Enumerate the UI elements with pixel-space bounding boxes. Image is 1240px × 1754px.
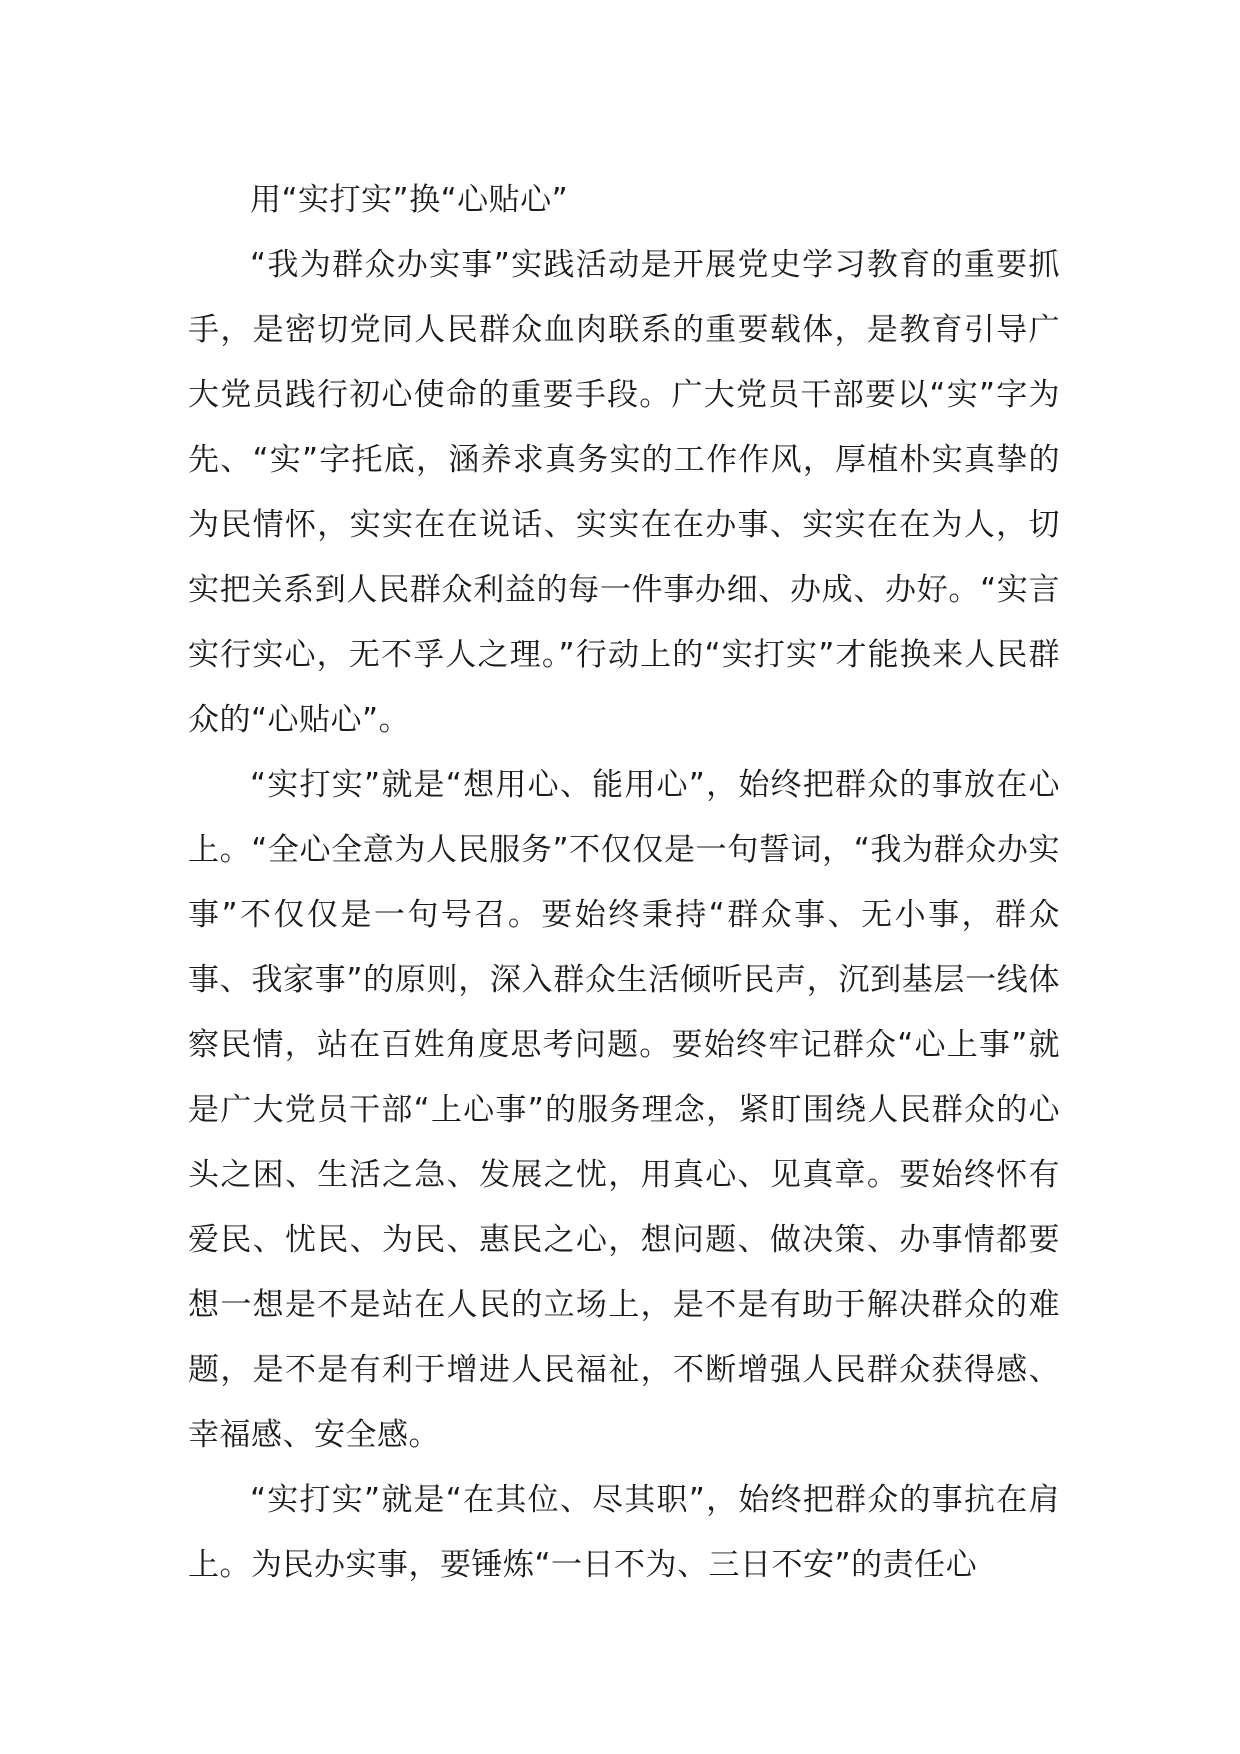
paragraph-2: “实打实”就是“想用心、能用心”，始终把群众的事放在心上。“全心全意为人民服务”不仅仅是一句誓词，“我为群众办实事”不仅仅是一句号召。要始终秉持“群众事、无小事，群众事、我家事”的原则，深入群众生活倾听民声，沉到基层一线体察民情，站在百姓角度思考问题。要始终牢记群众“心上事”就是广大党员干部“上心事”的服务理念，紧盯围绕人民群众的心头之困、生活之急、发展之忧，用真心、见真章。要始终怀有爱民、忧民、为民、惠民之心，想问题、做决策、办事情都要想一想是不是站在人民的立场上，是不是有助于解决群众的难题，是不是有利于增进人民福祉，不断增强人民群众获得感、幸福感、安全感。 bbox=[188, 767, 1060, 1453]
paragraph-1: “我为群众办实事”实践活动是开展党史学习教育的重要抓手，是密切党同人民群众血肉联系的重要载体，是教育引导广大党员践行初心使命的重要手段。广大党员干部要以“实”字为先、“实”字托底，涵养求真务实的工作作风，厚植朴实真挚的为民情怀，实实在在说话、实实在在办事、实实在在为人，切实把关系到人民群众利益的每一件事办细、办成、办好。“实言实行实心，无不孚人之理。”行动上的“实打实”才能换来人民群众的“心贴心”。 bbox=[188, 247, 1060, 738]
paragraph-3: “实打实”就是“在其位、尽其职”，始终把群众的事抗在肩上。为民办实事，要锤炼“一日不为、三日不安”的责任心 bbox=[188, 1482, 1060, 1583]
document-body bbox=[188, 168, 1060, 1598]
document-title: 用“实打实”换“心贴心” bbox=[250, 182, 569, 218]
